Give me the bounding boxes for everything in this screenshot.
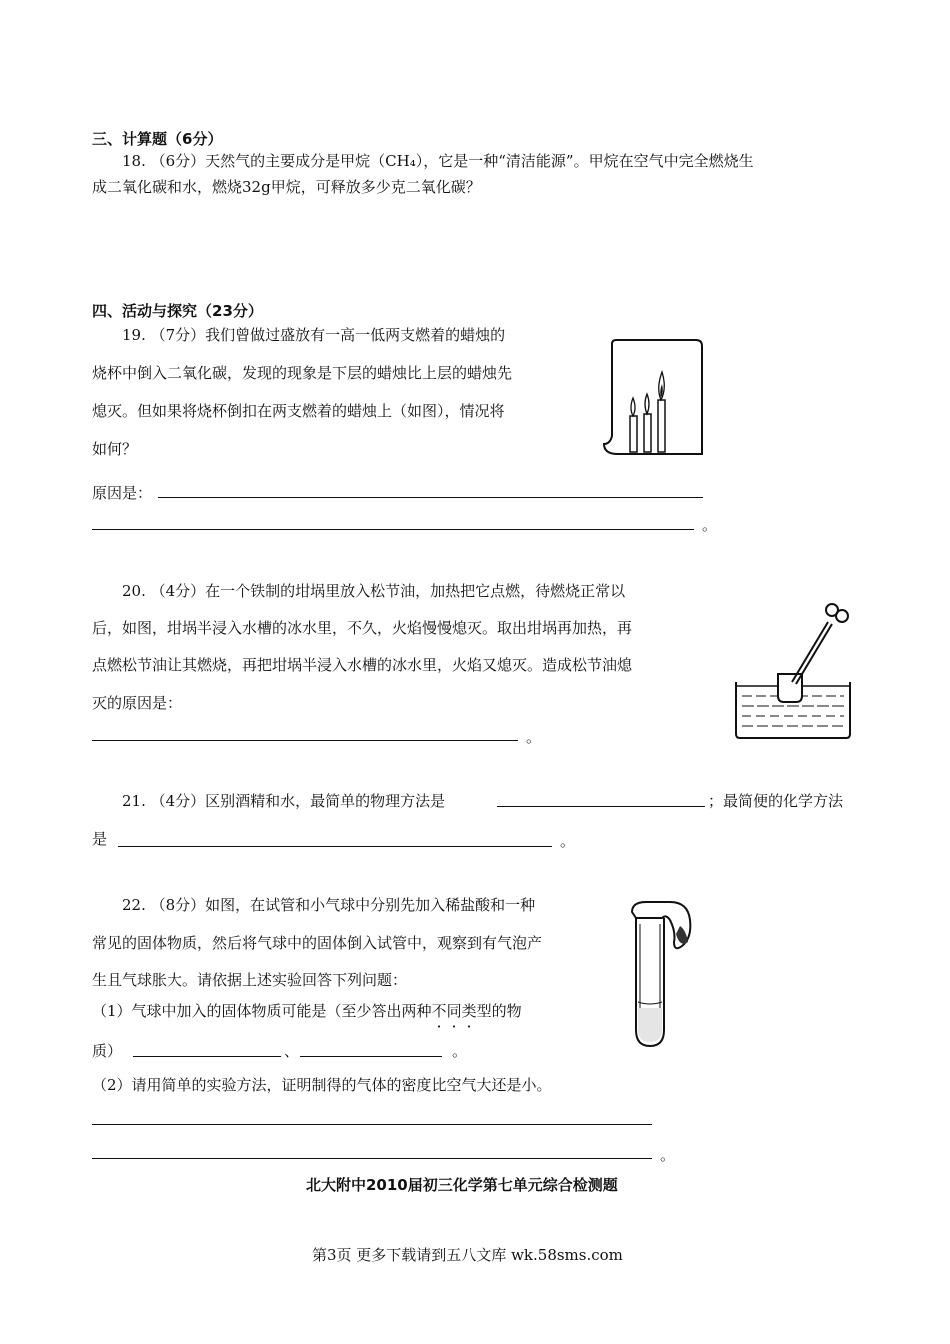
test-tube-balloon-figure	[618, 890, 702, 1050]
q22-separator: 、	[284, 1042, 300, 1060]
q22-end-mark: 。	[660, 1146, 676, 1164]
q19-line-4: 如何？	[92, 440, 138, 458]
emphasis-char-2: 同	[446, 1002, 462, 1020]
q22-sub-1-text-a: （1）气球中加入的固体物质可能是（至少答出两种	[92, 1002, 432, 1020]
q19-end-mark: 。	[702, 516, 718, 534]
q22-sub-1-line-2-start: 质）	[92, 1042, 123, 1060]
q22-solid-answer-blank-2[interactable]	[300, 1056, 442, 1057]
q22-line-2: 常见的固体物质，然后将气球中的固体倒入试管中，观察到有气泡产	[92, 934, 543, 952]
inverted-beaker-candles-figure	[598, 332, 710, 462]
q19-answer-line-2[interactable]	[92, 529, 694, 530]
q21-physical-method-blank[interactable]	[497, 806, 705, 807]
exam-title: 北大附中2010届初三化学第七单元综合检测题	[306, 1176, 618, 1194]
q22-answer-line-2[interactable]	[92, 1158, 652, 1159]
q21-end-mark: 。	[560, 832, 576, 850]
q21-line-1-end: ；最简便的化学方法	[708, 792, 844, 810]
q22-answer-line-1[interactable]	[92, 1124, 652, 1125]
q22-sub-1-line-1	[92, 998, 522, 1024]
q19-line-3: 熄灭。但如果将烧杯倒扣在两支燃着的蜡烛上（如图），情况将	[92, 402, 505, 420]
q22-sub-1-text-b: 型的物	[476, 1002, 522, 1020]
q22-sub-2: （2）请用简单的实验方法，证明制得的气体的密度比空气大还是小。	[92, 1076, 552, 1094]
q22-line-3: 生且气球胀大。请依据上述实验回答下列问题：	[92, 971, 408, 989]
emphasis-char-1: 不	[431, 1002, 447, 1020]
q20-line-1: 20. （4分）在一个铁制的坩埚里放入松节油，加热把它点燃，待燃烧正常以	[122, 582, 626, 600]
q19-answer-line-1[interactable]	[158, 497, 703, 498]
emphasis-char-3: 类	[461, 1002, 477, 1020]
q18-line-2: 成二氧化碳和水，燃烧32g甲烷，可释放多少克二氧化碳？	[92, 178, 481, 196]
q21-chemical-method-blank[interactable]	[118, 846, 552, 847]
q22-line-1: 22. （8分）如图，在试管和小气球中分别先加入稀盐酸和一种	[122, 896, 536, 914]
q18-line-1: 18. （6分）天然气的主要成分是甲烷（CH₄），它是一种“清洁能源”。甲烷在空气中完全燃烧生	[122, 152, 754, 170]
crucible-water-trough-figure	[728, 600, 858, 742]
q22-sub-1-end-mark: 。	[452, 1042, 468, 1060]
q22-solid-answer-blank-1[interactable]	[133, 1056, 281, 1057]
q19-line-1: 19. （7分）我们曾做过盛放有一高一低两支燃着的蜡烛的	[122, 326, 506, 344]
page-footer: 第3页 更多下载请到五八文库 wk.58sms.com	[312, 1246, 623, 1264]
q19-line-2: 烧杯中倒入二氧化碳，发现的现象是下层的蜡烛比上层的蜡烛先	[92, 364, 513, 382]
q20-line-2: 后，如图，坩埚半浸入水槽的冰水里，不久，火焰慢慢熄灭。取出坩埚再加热，再	[92, 619, 633, 637]
section-3-heading: 三、计算题（6分）	[92, 130, 223, 148]
section-4-heading: 四、活动与探究（23分）	[92, 302, 263, 320]
q20-line-3: 点燃松节油让其燃烧，再把坩埚半浸入水槽的冰水里，火焰又熄灭。造成松节油熄	[92, 656, 633, 674]
q21-line-2-start: 是	[92, 830, 108, 848]
q21-line-1-start: 21. （4分）区别酒精和水，最简单的物理方法是	[122, 792, 446, 810]
q20-end-mark: 。	[526, 728, 542, 746]
q20-answer-line[interactable]	[92, 740, 518, 741]
q19-reason-label: 原因是：	[92, 484, 153, 502]
q20-line-4: 灭的原因是：	[92, 694, 183, 712]
